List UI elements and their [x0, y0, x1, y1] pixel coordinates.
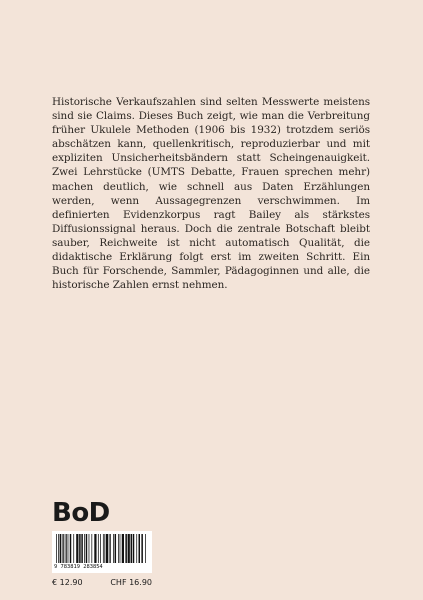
barcode-bar — [139, 534, 141, 563]
price-row — [52, 578, 152, 587]
barcode-bar — [136, 534, 137, 563]
barcode-bar — [118, 534, 119, 563]
barcode-bar — [84, 534, 85, 563]
barcode-digits: 9 783819 283854 — [54, 564, 103, 570]
price-eur: € 12.90 — [52, 578, 83, 587]
barcode-bar — [109, 534, 110, 563]
price-chf: CHF 16.90 — [110, 578, 152, 587]
barcode-bar — [100, 534, 101, 563]
barcode-bar — [94, 534, 96, 563]
barcode-bar — [104, 534, 105, 563]
isbn-barcode — [52, 531, 152, 573]
barcode-bar — [125, 534, 127, 563]
barcode-bar — [68, 534, 69, 563]
barcode-bars — [55, 534, 149, 564]
barcode-bar — [110, 534, 111, 563]
barcode-bar — [89, 534, 90, 563]
publisher-logo: BoD — [52, 498, 110, 528]
barcode-bar — [115, 534, 117, 563]
barcode-bar — [56, 534, 57, 563]
barcode-bar — [91, 534, 92, 563]
barcode-bar — [62, 534, 63, 563]
barcode-bar — [70, 534, 72, 563]
back-cover-blurb: Historische Verkaufszahlen sind selten Messwerte meistens sind sie Claims. Dieses Buch zeigt, wie man die Verbreitung früher Ukulele Methoden (1906 bis 1932) trotzdem seriös abschätzen kann, quellenkritisch, reproduzierbar und mit expliziten Unsicherheitsbändern statt Scheingenauigkeit. Zwei Lehrstücke (UMTS Debatte, Frauen sprechen mehr) machen deutlich, wie schnell aus Daten Erzählungen werden, wenn Aussagegrenzen verschwimmen. Im definierten Evidenzkorpus ragt Bailey als stärkstes Diffusionssignal heraus. Doch die zentrale Botschaft bleibt sauber, Reichweite ist nicht automatisch Qualität, die didaktische Erklärung folgt erst im zweiten Schritt. Ein Buch für Forschende, Sammler, Pädagoginnen und alle, die historische Zahlen ernst nehmen. — [52, 96, 370, 292]
barcode-bar — [58, 534, 59, 563]
barcode-bar — [106, 534, 108, 563]
barcode-bar — [133, 534, 135, 563]
barcode-bar — [145, 534, 146, 563]
barcode-bar — [79, 534, 81, 563]
barcode-bar — [66, 534, 67, 563]
barcode-bar — [103, 534, 104, 563]
barcode-bar — [76, 534, 78, 563]
barcode-bar — [98, 534, 99, 563]
barcode-bar — [60, 534, 62, 563]
barcode-bar — [81, 534, 83, 563]
barcode-bar — [128, 534, 130, 563]
barcode-bar — [65, 534, 66, 563]
barcode-bar — [63, 534, 64, 563]
barcode-bar — [141, 534, 143, 563]
barcode-bar — [122, 534, 124, 563]
barcode-bar — [120, 534, 121, 563]
barcode-bar — [113, 534, 114, 563]
barcode-bar — [86, 534, 88, 563]
barcode-bar — [131, 534, 133, 563]
barcode-bar — [73, 534, 74, 563]
